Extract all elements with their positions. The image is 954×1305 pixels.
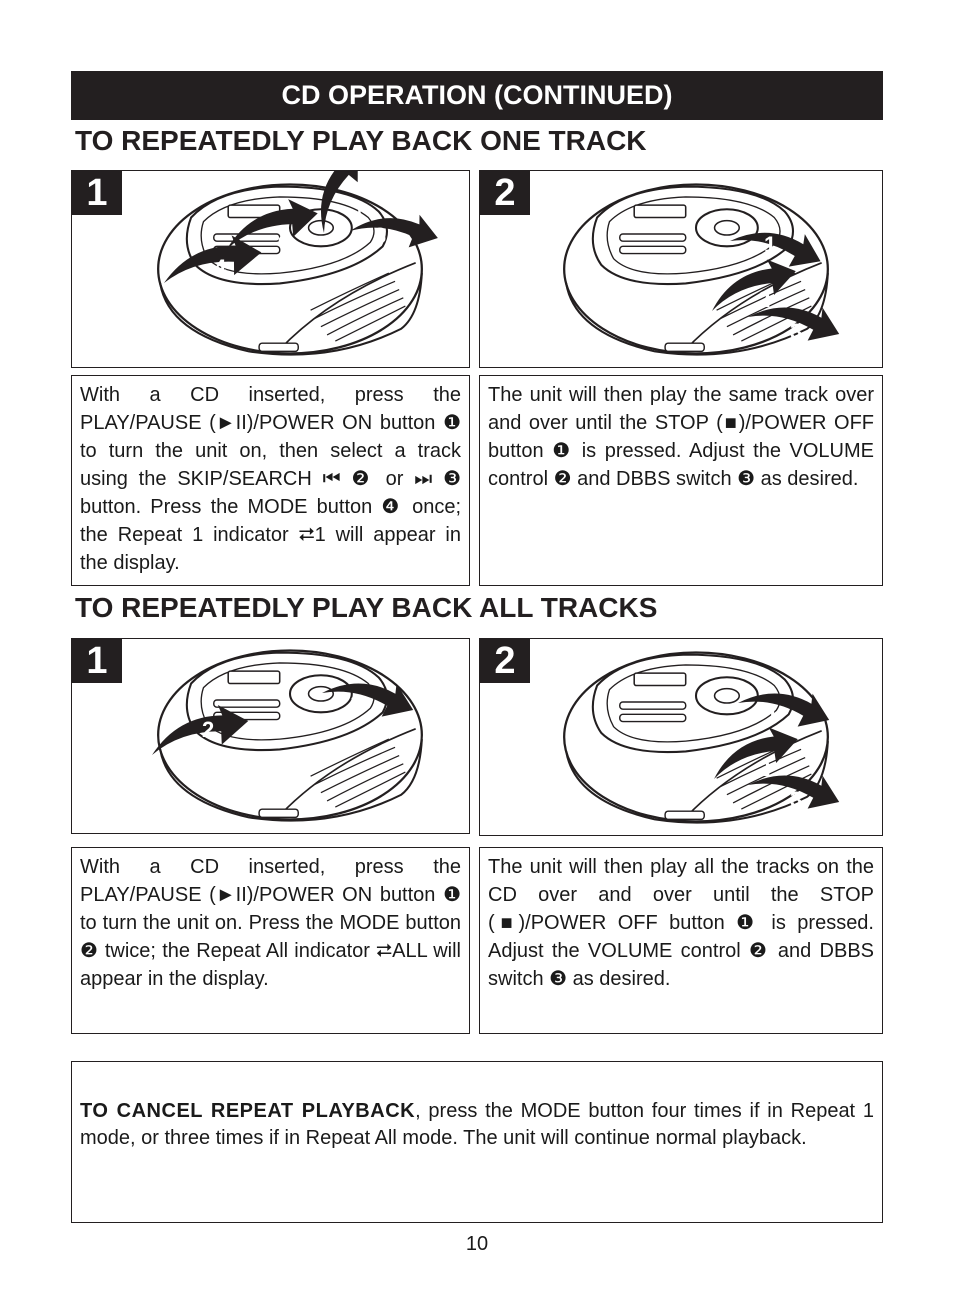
cancel-repeat-note (71, 1061, 883, 1223)
heading-repeat-one: TO REPEATEDLY PLAY BACK ONE TRACK (75, 125, 647, 156)
callout-1: 1 (350, 691, 363, 716)
step-number: 2 (480, 639, 530, 683)
callout-1: 1 (764, 232, 777, 257)
callout-2: 2 (758, 756, 771, 781)
section-banner: CD OPERATION (CONTINUED) (71, 71, 883, 120)
cd-player-illustration (480, 171, 883, 368)
illustration-repeat-one-step1 (71, 170, 470, 368)
illustration-repeat-all-step1 (71, 638, 470, 834)
callout-4: 4 (214, 255, 227, 280)
callout-1: 1 (354, 201, 365, 221)
callout-2: 2 (758, 287, 771, 312)
callout-3: 3 (374, 223, 387, 248)
instruction-repeat-one-step1: With a CD inserted, press the PLAY/PAUSE (►II)/POWER ON button ❶ to turn the unit on, then select a track using the SKIP/SEARCH ⏮ ❷ or ⏭ ❸ button. Press the MODE button ❹ once; the Repeat 1 indicator ⮂1 will appear in the display. (71, 375, 470, 586)
cd-player-illustration (480, 639, 883, 836)
instruction-repeat-all-step2: The unit will then play all the tracks on the CD over and over until the STOP (■)/POWER OFF button ❶ is pressed. Adjust the VOLUME control ❷ and DBBS switch ❸ as desired. (479, 847, 883, 1034)
step-number: 2 (480, 171, 530, 215)
cancel-repeat-lead: TO CANCEL REPEAT PLAYBACK (80, 1100, 416, 1122)
callout-1: 1 (766, 701, 779, 726)
illustration-repeat-all-step2 (479, 638, 883, 836)
instruction-repeat-all-step1: With a CD inserted, press the PLAY/PAUSE (►II)/POWER ON button ❶ to turn the unit on. Press the MODE button ❷ twice; the Repeat All indicator ⮂ALL will appear in the display. (71, 847, 470, 1034)
illustration-repeat-one-step2 (479, 170, 883, 368)
cancel-repeat-text: , press the MODE button four times if in Repeat 1 mode, or three times if in Repeat All mode. The unit will continue normal playback. (80, 1100, 875, 1149)
page-number: 10 (465, 1233, 489, 1255)
step-number: 1 (72, 171, 122, 215)
cd-player-illustration (72, 171, 470, 368)
callout-3: 3 (790, 787, 803, 812)
instruction-repeat-one-step2: The unit will then play the same track over and over until the STOP (■)/POWER OFF button ❶ is pressed. Adjust the VOLUME control ❷ and DBBS switch ❸ as desired. (479, 375, 883, 586)
heading-repeat-all: TO REPEATEDLY PLAY BACK ALL TRACKS (75, 592, 658, 623)
callout-3: 3 (790, 319, 803, 344)
step-number: 1 (72, 639, 122, 683)
callout-2: 2 (278, 221, 291, 246)
cd-player-illustration (72, 639, 470, 834)
callout-2: 2 (202, 717, 215, 742)
